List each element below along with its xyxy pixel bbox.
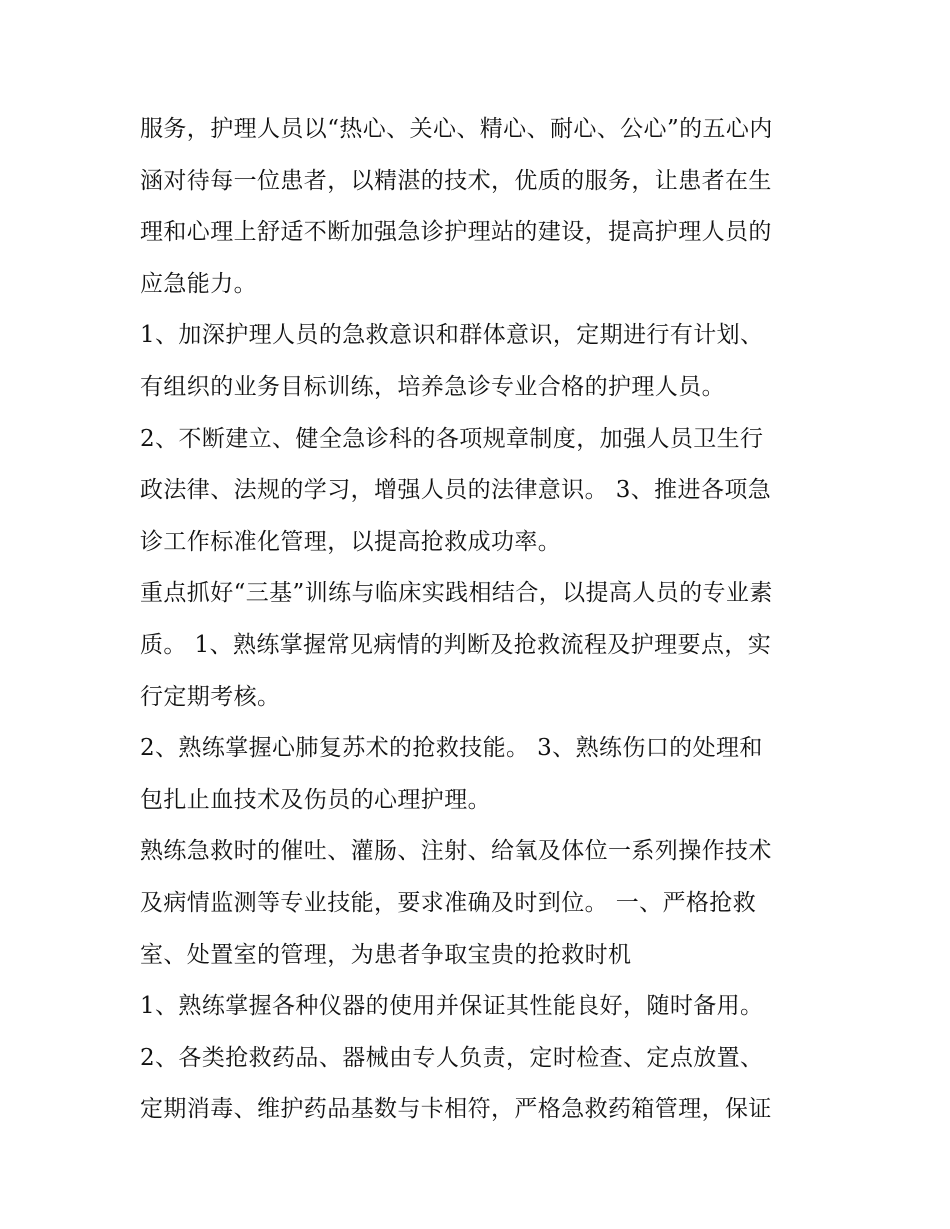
text-line: 应急能力。 xyxy=(140,270,257,297)
text-line: 1、熟练掌握各种仪器的使用并保证其性能良好，随时备用。 xyxy=(140,993,764,1020)
text-line: 行定期考核。 xyxy=(140,683,281,710)
text-line: 服务，护理人员以“热心、关心、精心、耐心、公心”的五心内 xyxy=(140,116,773,142)
text-line: 室、处置室的管理，为患者争取宝贵的抢救时机 xyxy=(140,941,632,968)
text-line: 2、各类抢救药品、器械由专人负责，定时检查、定点放置、 xyxy=(140,1044,764,1071)
text-line: 1、加深护理人员的急救意识和群体意识，定期进行有计划、 xyxy=(140,322,764,349)
text-line: 2、熟练掌握心肺复苏术的抢救技能。 3、熟练伤口的处理和 xyxy=(140,735,763,762)
text-line: 定期消毒、维护药品基数与卡相符，严格急救药箱管理，保证 xyxy=(140,1096,772,1123)
document-body xyxy=(140,104,830,1136)
text-line: 政法律、法规的学习，增强人员的法律意识。 3、推进各项急 xyxy=(140,477,772,504)
text-line: 理和心理上舒适不断加强急诊护理站的建设，提高护理人员的 xyxy=(140,219,772,246)
text-line: 重点抓好“三基”训练与临床实践相结合，以提高人员的专业素 xyxy=(140,580,773,607)
text-line: 质。 1、熟练掌握常见病情的判断及抢救流程及护理要点，实 xyxy=(140,631,772,658)
text-line: 2、不断建立、健全急诊科的各项规章制度，加强人员卫生行 xyxy=(140,425,764,452)
text-line: 有组织的业务目标训练，培养急诊专业合格的护理人员。 xyxy=(140,373,725,400)
text-line: 熟练急救时的催吐、灌肠、注射、给氧及体位一系列操作技术 xyxy=(140,838,772,865)
text-line: 涵对待每一位患者，以精湛的技术，优质的服务，让患者在生 xyxy=(140,167,772,194)
text-line: 包扎止血技术及伤员的心理护理。 xyxy=(140,786,491,813)
text-line: 诊工作标准化管理，以提高抢救成功率。 xyxy=(140,528,562,555)
text-line: 及病情监测等专业技能，要求准确及时到位。 一、严格抢救 xyxy=(140,889,757,916)
